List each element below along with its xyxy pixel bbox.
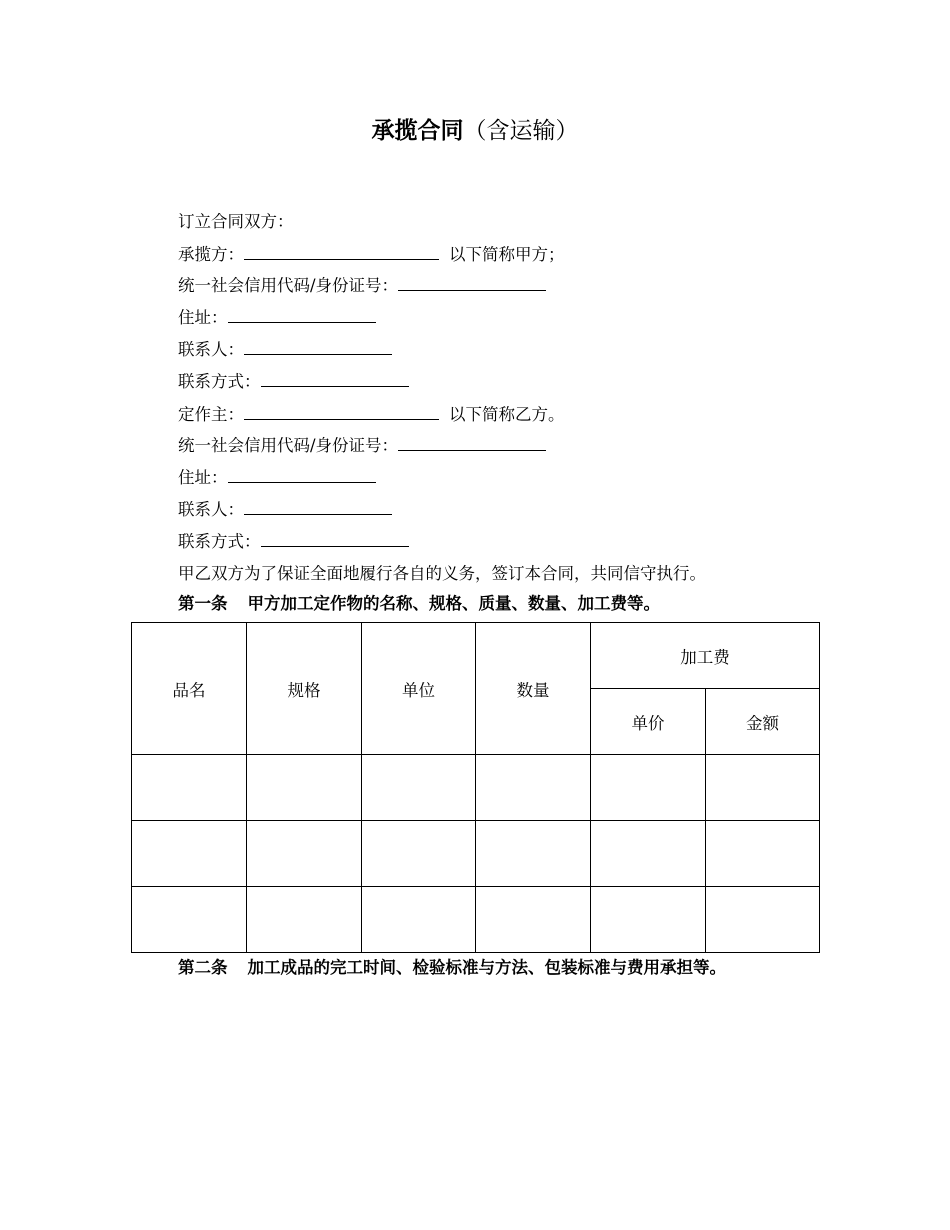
cell-amount[interactable]: [706, 887, 820, 953]
cell-unit-price[interactable]: [591, 887, 706, 953]
client-line: [178, 398, 878, 430]
contractor-credit-code-field[interactable]: [398, 270, 546, 291]
cell-unit-price[interactable]: [591, 821, 706, 887]
contact-method-label: 联系方式：: [178, 532, 261, 551]
contractor-label: 承揽方：: [178, 245, 244, 264]
contractor-line: [178, 238, 878, 270]
contact-person-label: 联系人：: [178, 340, 244, 359]
contractor-contact-person-line: [178, 334, 878, 366]
contractor-name-field[interactable]: [244, 238, 439, 260]
parties-intro: 订立合同双方：: [178, 212, 294, 231]
table-row: [132, 755, 820, 821]
cell-name[interactable]: [132, 887, 247, 953]
client-label: 定作主：: [178, 405, 244, 424]
page-title: [0, 114, 950, 148]
contractor-address-line: [178, 302, 878, 334]
client-suffix: 以下简称乙方。: [449, 405, 565, 424]
cell-unit[interactable]: [362, 887, 476, 953]
client-address-line: [178, 462, 878, 494]
client-contact-person-line: [178, 494, 878, 526]
contractor-contact-method-field[interactable]: [261, 366, 409, 387]
contractor-address-field[interactable]: [228, 302, 376, 323]
client-contact-method-line: [178, 526, 878, 558]
article-one-number: 第一条: [178, 594, 228, 613]
cell-quantity[interactable]: [476, 755, 591, 821]
header-unit-price: 单价: [591, 689, 706, 755]
contact-method-label: 联系方式：: [178, 372, 261, 391]
cell-spec[interactable]: [247, 755, 362, 821]
client-name-field[interactable]: [244, 398, 439, 420]
client-contact-person-field[interactable]: [244, 494, 392, 515]
header-spec: 规格: [247, 623, 362, 755]
title-sub: （含运输）: [463, 118, 579, 144]
article-two-text: 加工成品的完工时间、检验标准与方法、包装标准与费用承担等。: [247, 958, 726, 977]
preamble: 甲乙双方为了保证全面地履行各自的义务，签订本合同，共同信守执行。: [178, 564, 706, 583]
article-one-heading: [178, 588, 660, 620]
header-unit: 单位: [362, 623, 476, 755]
article-two-number: 第二条: [178, 958, 228, 977]
cell-name[interactable]: [132, 821, 247, 887]
contractor-suffix: 以下简称甲方；: [449, 245, 565, 264]
client-contact-method-field[interactable]: [261, 526, 409, 547]
cell-unit[interactable]: [362, 821, 476, 887]
table-row: [132, 887, 820, 953]
title-main: 承揽合同: [371, 118, 464, 144]
client-credit-code-field[interactable]: [398, 430, 546, 451]
contractor-contact-method-line: [178, 366, 878, 398]
cell-name[interactable]: [132, 755, 247, 821]
header-quantity: 数量: [476, 623, 591, 755]
cell-amount[interactable]: [706, 821, 820, 887]
header-amount: 金额: [706, 689, 820, 755]
client-address-field[interactable]: [228, 462, 376, 483]
credit-code-label: 统一社会信用代码/身份证号：: [178, 436, 399, 455]
article-two-heading: [178, 952, 726, 984]
cell-unit[interactable]: [362, 755, 476, 821]
contractor-contact-person-field[interactable]: [244, 334, 392, 355]
article-one-text: 甲方加工定作物的名称、规格、质量、数量、加工费等。: [247, 594, 660, 613]
credit-code-label: 统一社会信用代码/身份证号：: [178, 276, 399, 295]
address-label: 住址：: [178, 308, 228, 327]
contact-person-label: 联系人：: [178, 500, 244, 519]
table-row: [132, 821, 820, 887]
client-credit-code-line: [178, 430, 878, 462]
cell-quantity[interactable]: [476, 887, 591, 953]
header-processing-fee: 加工费: [591, 623, 820, 689]
cell-spec[interactable]: [247, 887, 362, 953]
parties-section: [178, 206, 878, 590]
cell-spec[interactable]: [247, 821, 362, 887]
contractor-credit-code-line: [178, 270, 878, 302]
cell-quantity[interactable]: [476, 821, 591, 887]
cell-unit-price[interactable]: [591, 755, 706, 821]
cell-amount[interactable]: [706, 755, 820, 821]
processing-fee-table: [131, 622, 820, 953]
address-label: 住址：: [178, 468, 228, 487]
header-name: 品名: [132, 623, 247, 755]
table-header-row: [132, 623, 820, 689]
